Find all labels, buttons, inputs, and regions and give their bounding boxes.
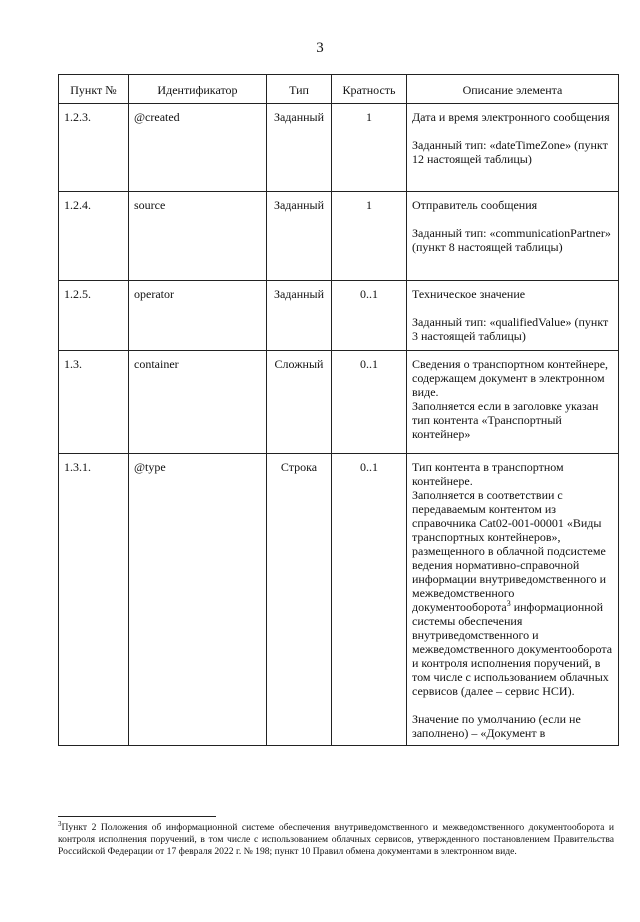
cell-type: Строка [267, 454, 332, 746]
cell-item-number: 1.3.1. [59, 454, 129, 746]
footnote-separator [58, 816, 216, 817]
cell-multiplicity: 1 [332, 192, 407, 281]
cell-type: Заданный [267, 104, 332, 192]
footnote-marker: 3 [58, 819, 62, 828]
cell-multiplicity: 0..1 [332, 351, 407, 454]
element-spec-table [58, 74, 619, 746]
description-text: Заданный тип: «qualifiedValue» (пункт 3 настоящей таблицы) [412, 315, 612, 343]
table-row [59, 454, 619, 746]
cell-identifier: @type [129, 454, 267, 746]
header-item-number: Пункт № [59, 75, 129, 104]
cell-identifier: operator [129, 281, 267, 351]
header-identifier: Идентификатор [129, 75, 267, 104]
cell-item-number: 1.3. [59, 351, 129, 454]
footnote [58, 819, 614, 858]
cell-multiplicity: 0..1 [332, 281, 407, 351]
cell-multiplicity: 0..1 [332, 454, 407, 746]
table-row [59, 351, 619, 454]
header-type: Тип [267, 75, 332, 104]
cell-identifier: source [129, 192, 267, 281]
header-multiplicity: Кратность [332, 75, 407, 104]
cell-description [407, 351, 619, 454]
description-text: Значение по умолчанию (если не заполнено) – «Документ в [412, 712, 584, 740]
cell-item-number: 1.2.4. [59, 192, 129, 281]
description-text: Дата и время электронного сообщения [412, 110, 610, 124]
cell-description [407, 192, 619, 281]
cell-multiplicity: 1 [332, 104, 407, 192]
description-text [412, 460, 616, 698]
cell-item-number: 1.2.5. [59, 281, 129, 351]
description-text: Сведения о транспортном контейнере, содержащем документ в электронном виде. Заполняется если в заголовке указан тип контента «Транспортный контейнер» [412, 357, 609, 441]
description-text: Отправитель сообщения [412, 198, 538, 212]
table-row [59, 281, 619, 351]
cell-description [407, 281, 619, 351]
description-text: Техническое значение [412, 287, 526, 301]
description-text: Заданный тип: «communicationPartner» (пункт 8 настоящей таблицы) [412, 226, 614, 254]
description-text-part: информационной системы обеспечения внутриведомственного и межведомственного документооборота и контроля исполнения поручений, в том числе с использованием облачных сервисов (далее – сервис НСИ). [412, 600, 616, 698]
cell-type: Заданный [267, 192, 332, 281]
table-row [59, 104, 619, 192]
description-text: Заданный тип: «dateTimeZone» (пункт 12 настоящей таблицы) [412, 138, 611, 166]
footnote-reference: 3 [506, 599, 511, 608]
cell-type: Заданный [267, 281, 332, 351]
footnote-text: Пункт 2 Положения об информационной системе обеспечения внутриведомственного и межведомственного документооборота и контроля исполнения поручений, в том числе с использованием облачных сервисов, утвержденного постановлением Правительства Российской Федерации от 17 февраля 2022 г. № 198; пункт 10 Правил обмена документами в электронном виде. [58, 822, 614, 857]
cell-item-number: 1.2.3. [59, 104, 129, 192]
cell-type: Сложный [267, 351, 332, 454]
cell-description [407, 104, 619, 192]
description-text-part: Тип контента в транспортном контейнере. Заполняется в соответствии с передаваемым контентом из справочника Cat02-001-00001 «Виды транспортных контейнеров», размещенного в облачной подсистеме ведения нормативно-справочной информации внутриведомственного и межведомственного документооборота [412, 460, 607, 614]
header-description: Описание элемента [407, 75, 619, 104]
table-header-row [59, 75, 619, 104]
table-row [59, 192, 619, 281]
page-number: 3 [316, 40, 324, 56]
cell-identifier: container [129, 351, 267, 454]
cell-description [407, 454, 619, 746]
cell-identifier: @created [129, 104, 267, 192]
